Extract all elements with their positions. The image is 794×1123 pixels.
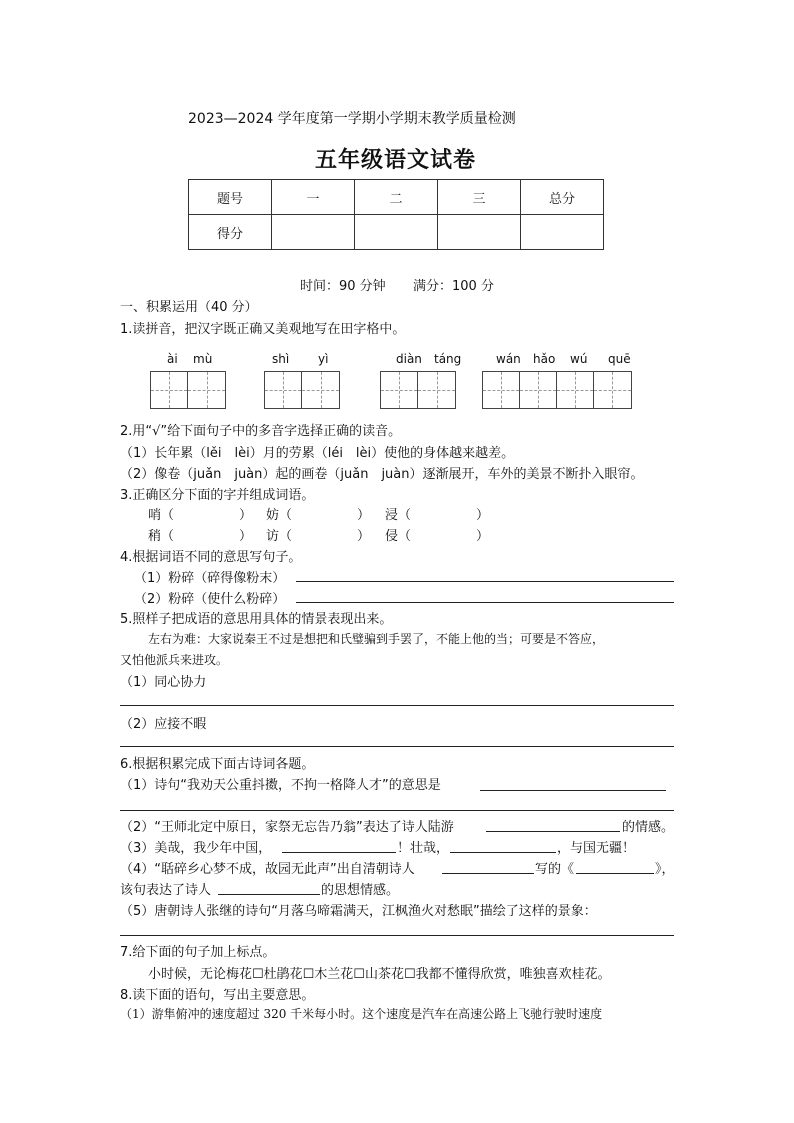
pinyin-label: shì xyxy=(272,352,290,366)
word-blank[interactable]: 哨（ ） xyxy=(148,508,253,523)
question-6-item: 该句表达了诗人 xyxy=(120,883,212,898)
word-blank[interactable]: 访（ ） xyxy=(266,529,371,544)
score-table-cell: 总分 xyxy=(521,180,604,215)
answer-line[interactable] xyxy=(282,852,396,853)
question-6-item-tail: 的思想情感。 xyxy=(321,883,400,898)
pinyin-label: táng xyxy=(434,352,462,366)
answer-line[interactable] xyxy=(576,873,654,874)
pinyin-label: yì xyxy=(318,352,329,366)
question-3: 3.正确区分下面的字并组成词语。 xyxy=(120,488,315,503)
pinyin-label: wán xyxy=(496,352,521,366)
question-2: 2.用“√”给下面句子中的多音字选择正确的读音。 xyxy=(120,424,402,439)
score-table-cell: 一 xyxy=(272,180,355,215)
question-5-example: 左右为难：大家说秦王不过是想把和氏璧骗到手罢了，不能上他的当；可要是不答应， xyxy=(148,632,605,646)
question-5-item: （2）应接不暇 xyxy=(120,717,207,732)
score-table-cell[interactable] xyxy=(272,215,355,250)
score-table-score-row xyxy=(189,215,604,250)
question-6-item-mid: 写的《 xyxy=(535,862,575,877)
score-table-cell[interactable] xyxy=(355,215,438,250)
answer-line[interactable] xyxy=(296,581,674,582)
question-7: 7.给下面的句子加上标点。 xyxy=(120,945,276,960)
question-6-item-tail: 的情感。 xyxy=(622,820,675,835)
question-6-item-tail: ，与国无疆！ xyxy=(557,841,636,856)
answer-line[interactable] xyxy=(450,852,556,853)
question-6-item: （2）“王师北定中原日，家祭无忘告乃翁”表达了诗人陆游 xyxy=(120,820,454,835)
question-6-item: （3）美哉，我少年中国， xyxy=(120,841,272,856)
question-4-item: （2）粉碎（使什么粉碎） xyxy=(134,592,286,607)
question-7-sentence: 小时候，无论梅花☐杜鹃花☐木兰花☐山茶花☐我都不懂得欣赏，唯独喜欢桂花。 xyxy=(148,967,611,982)
section-title: 一、积累运用（40 分） xyxy=(120,300,258,315)
pinyin-label: diàn xyxy=(396,352,422,366)
question-6-item-tail: 》， xyxy=(655,862,675,877)
pinyin-label: mù xyxy=(193,352,213,366)
question-1: 1.读拼音，把汉字既正确又美观地写在田字格中。 xyxy=(120,322,406,337)
answer-line[interactable] xyxy=(296,602,674,603)
answer-line[interactable] xyxy=(480,790,666,791)
tianzige-grid[interactable] xyxy=(264,371,340,409)
word-blank[interactable]: 侵（ ） xyxy=(385,529,490,544)
pinyin-label: hǎo xyxy=(533,352,556,366)
score-table-cell: 题号 xyxy=(189,180,272,215)
question-6-item: （1）诗句“我劝天公重抖擞，不拘一格降人才”的意思是 xyxy=(120,778,441,793)
question-2-sentence: （2）像卷（juǎn juàn）起的画卷（juǎn juàn）逐渐展开，车外的美景不断扑入眼帘。 xyxy=(120,467,644,482)
score-table-cell: 三 xyxy=(438,180,521,215)
answer-line[interactable] xyxy=(120,705,674,706)
question-8: 8.读下面的语句，写出主要意思。 xyxy=(120,988,315,1003)
question-5-item: （1）同心协力 xyxy=(120,675,207,690)
exam-subtitle: 五年级语文试卷 xyxy=(315,148,477,173)
score-table-cell[interactable] xyxy=(438,215,521,250)
word-blank[interactable]: 稍（ ） xyxy=(148,529,253,544)
score-table-cell: 得分 xyxy=(189,215,272,250)
question-5-example: 又怕他派兵来进攻。 xyxy=(120,653,229,667)
tianzige-grid[interactable] xyxy=(482,371,632,409)
score-table-header-row xyxy=(189,180,604,215)
word-blank[interactable]: 浸（ ） xyxy=(385,508,490,523)
pinyin-label: wú xyxy=(570,352,588,366)
answer-line[interactable] xyxy=(218,894,320,895)
time-info: 时间：90 分钟 xyxy=(300,279,386,294)
score-table-cell[interactable] xyxy=(521,215,604,250)
pinyin-label: ài xyxy=(167,352,178,366)
exam-header-title: 2023—2024 学年度第一学期小学期末教学质量检测 xyxy=(188,111,516,127)
answer-line[interactable] xyxy=(486,831,620,832)
tianzige-grid[interactable] xyxy=(380,371,456,409)
answer-line[interactable] xyxy=(120,746,674,747)
answer-line[interactable] xyxy=(120,810,674,811)
question-6: 6.根据积累完成下面古诗词各题。 xyxy=(120,757,315,772)
question-2-sentence: （1）长年累（lěi lèi）月的劳累（léi lèi）使他的身体越来越差。 xyxy=(120,446,515,461)
question-6-item: （5）唐朝诗人张继的诗句“月落乌啼霜满天，江枫渔火对愁眠”描绘了这样的景象： xyxy=(120,904,597,919)
question-6-item: （4）“聒碎乡心梦不成，故园无此声”出自清朝诗人 xyxy=(120,862,415,877)
question-8-item: （1）游隼俯冲的速度超过 320 千米每小时。这个速度是汽车在高速公路上飞驰行驶时速度 xyxy=(120,1007,603,1021)
word-blank[interactable]: 妨（ ） xyxy=(266,508,371,523)
answer-line[interactable] xyxy=(442,873,534,874)
question-4: 4.根据词语不同的意思写句子。 xyxy=(120,550,302,565)
pinyin-label: quē xyxy=(608,352,631,366)
question-6-item-mid: ！壮哉， xyxy=(397,841,450,856)
question-4-item: （1）粉碎（碎得像粉末） xyxy=(134,571,286,586)
score-table-cell: 二 xyxy=(355,180,438,215)
question-5: 5.照样子把成语的意思用具体的情景表现出来。 xyxy=(120,612,393,627)
score-table xyxy=(188,179,604,250)
tianzige-grid[interactable] xyxy=(150,371,226,409)
answer-line[interactable] xyxy=(120,935,674,936)
score-info: 满分：100 分 xyxy=(413,279,494,294)
